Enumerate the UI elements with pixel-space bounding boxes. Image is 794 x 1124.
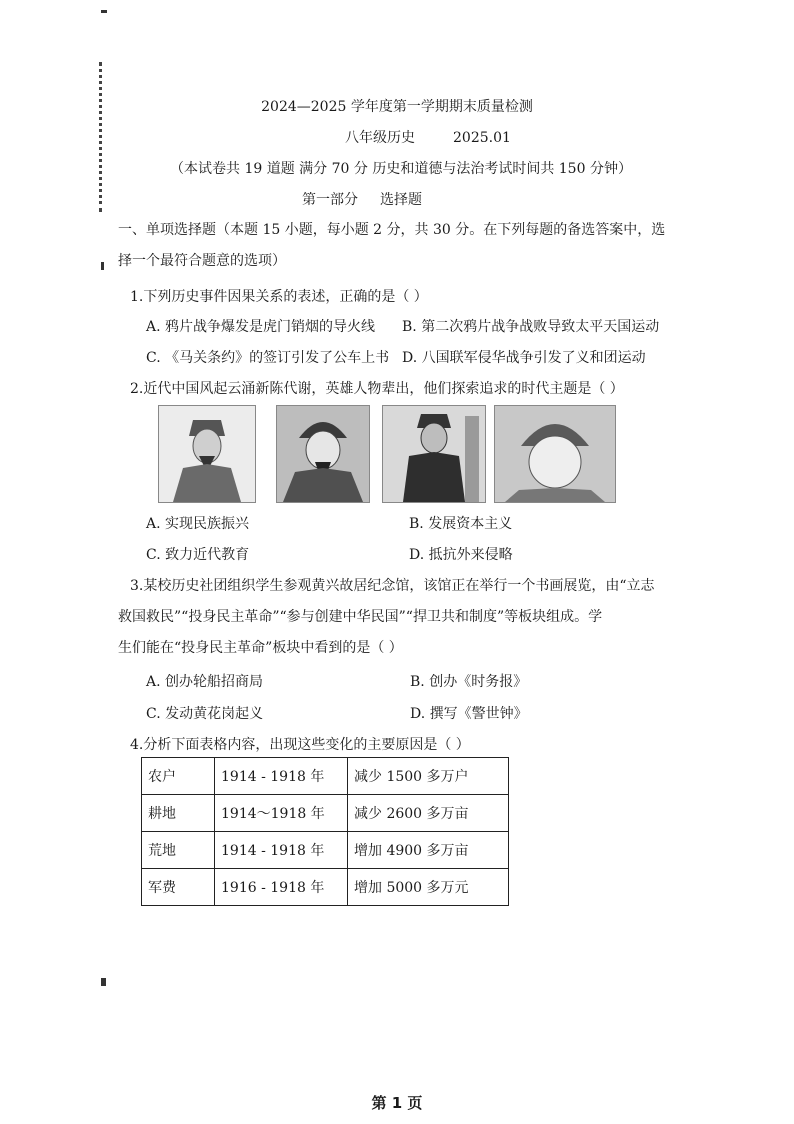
exam-info: （本试卷共 19 道题 满分 70 分 历史和道德与法治考试时间共 150 分钟） (170, 161, 632, 177)
question-3-option-a: A. 创办轮船招商局 (146, 674, 264, 690)
table-cell: 减少 1500 多万户 (348, 758, 509, 795)
question-3-stem-line1: 3.某校历史社团组织学生参观黄兴故居纪念馆，该馆正在举行一个书画展览，由“立志 (130, 578, 655, 594)
scan-mark (101, 262, 104, 270)
data-table (141, 757, 509, 906)
scan-mark (101, 978, 106, 986)
portrait-image-1 (158, 405, 256, 503)
part-label: 第一部分 (302, 192, 358, 208)
question-1-option-c: C. 《马关条约》的签订引发了公车上书 (146, 350, 390, 366)
question-2-option-b: B. 发展资本主义 (409, 516, 513, 532)
section-instruction-line2: 择一个最符合题意的选项） (118, 253, 286, 269)
portrait-image-2 (276, 405, 370, 503)
question-2-option-c: C. 致力近代教育 (146, 547, 250, 563)
binding-dots (99, 62, 105, 212)
question-1-option-d: D. 八国联军侵华战争引发了义和团运动 (402, 350, 646, 366)
question-3-stem-line2: 救国救民”“投身民主革命”“参与创建中华民国”“捍卫共和制度”等板块组成。学 (118, 609, 603, 625)
exam-date: 2025.01 (453, 130, 511, 146)
grade-subject: 八年级历史 (345, 130, 415, 146)
exam-subtitle (345, 127, 511, 147)
section-instruction-line1: 一、单项选择题（本题 15 小题，每小题 2 分，共 30 分。在下列每题的备选答案中，选 (118, 222, 666, 238)
table-row (142, 869, 509, 906)
table-row (142, 795, 509, 832)
table-cell: 耕地 (142, 795, 215, 832)
table-cell: 减少 2600 多万亩 (348, 795, 509, 832)
portrait-image-3 (382, 405, 486, 503)
table-cell: 1914～1918 年 (215, 795, 348, 832)
question-2-stem: 2.近代中国风起云涌新陈代谢，英雄人物辈出，他们探索追求的时代主题是（ ） (130, 381, 624, 397)
question-1-option-a: A. 鸦片战争爆发是虎门销烟的导火线 (146, 319, 376, 335)
question-3-option-c: C. 发动黄花岗起义 (146, 706, 264, 722)
question-2-option-a: A. 实现民族振兴 (146, 516, 250, 532)
question-3-option-d: D. 撰写《警世钟》 (410, 706, 528, 722)
question-1-option-b: B. 第二次鸦片战争战败导致太平天国运动 (402, 319, 660, 335)
table-cell: 军费 (142, 869, 215, 906)
table-cell: 1914 - 1918 年 (215, 758, 348, 795)
table-cell: 农户 (142, 758, 215, 795)
table-cell: 荒地 (142, 832, 215, 869)
scan-mark (101, 10, 107, 13)
table-cell: 1916 - 1918 年 (215, 869, 348, 906)
part-name: 选择题 (380, 192, 422, 208)
question-2-option-d: D. 抵抗外来侵略 (409, 547, 513, 563)
table-row (142, 758, 509, 795)
portrait-image-4 (494, 405, 616, 503)
table-row (142, 832, 509, 869)
table-cell: 增加 5000 多万元 (348, 869, 509, 906)
page-number: 第 1 页 (371, 1094, 423, 1112)
question-3-option-b: B. 创办《时务报》 (410, 674, 528, 690)
question-1-stem: 1.下列历史事件因果关系的表述，正确的是（ ） (130, 289, 428, 305)
table-cell: 1914 - 1918 年 (215, 832, 348, 869)
table-cell: 增加 4900 多万亩 (348, 832, 509, 869)
part-heading (302, 189, 422, 209)
exam-title: 2024—2025 学年度第一学期期末质量检测 (261, 99, 533, 115)
question-4-stem: 4.分析下面表格内容，出现这些变化的主要原因是（ ） (130, 737, 470, 753)
question-3-stem-line3: 生们能在“投身民主革命”板块中看到的是（ ） (118, 640, 403, 656)
